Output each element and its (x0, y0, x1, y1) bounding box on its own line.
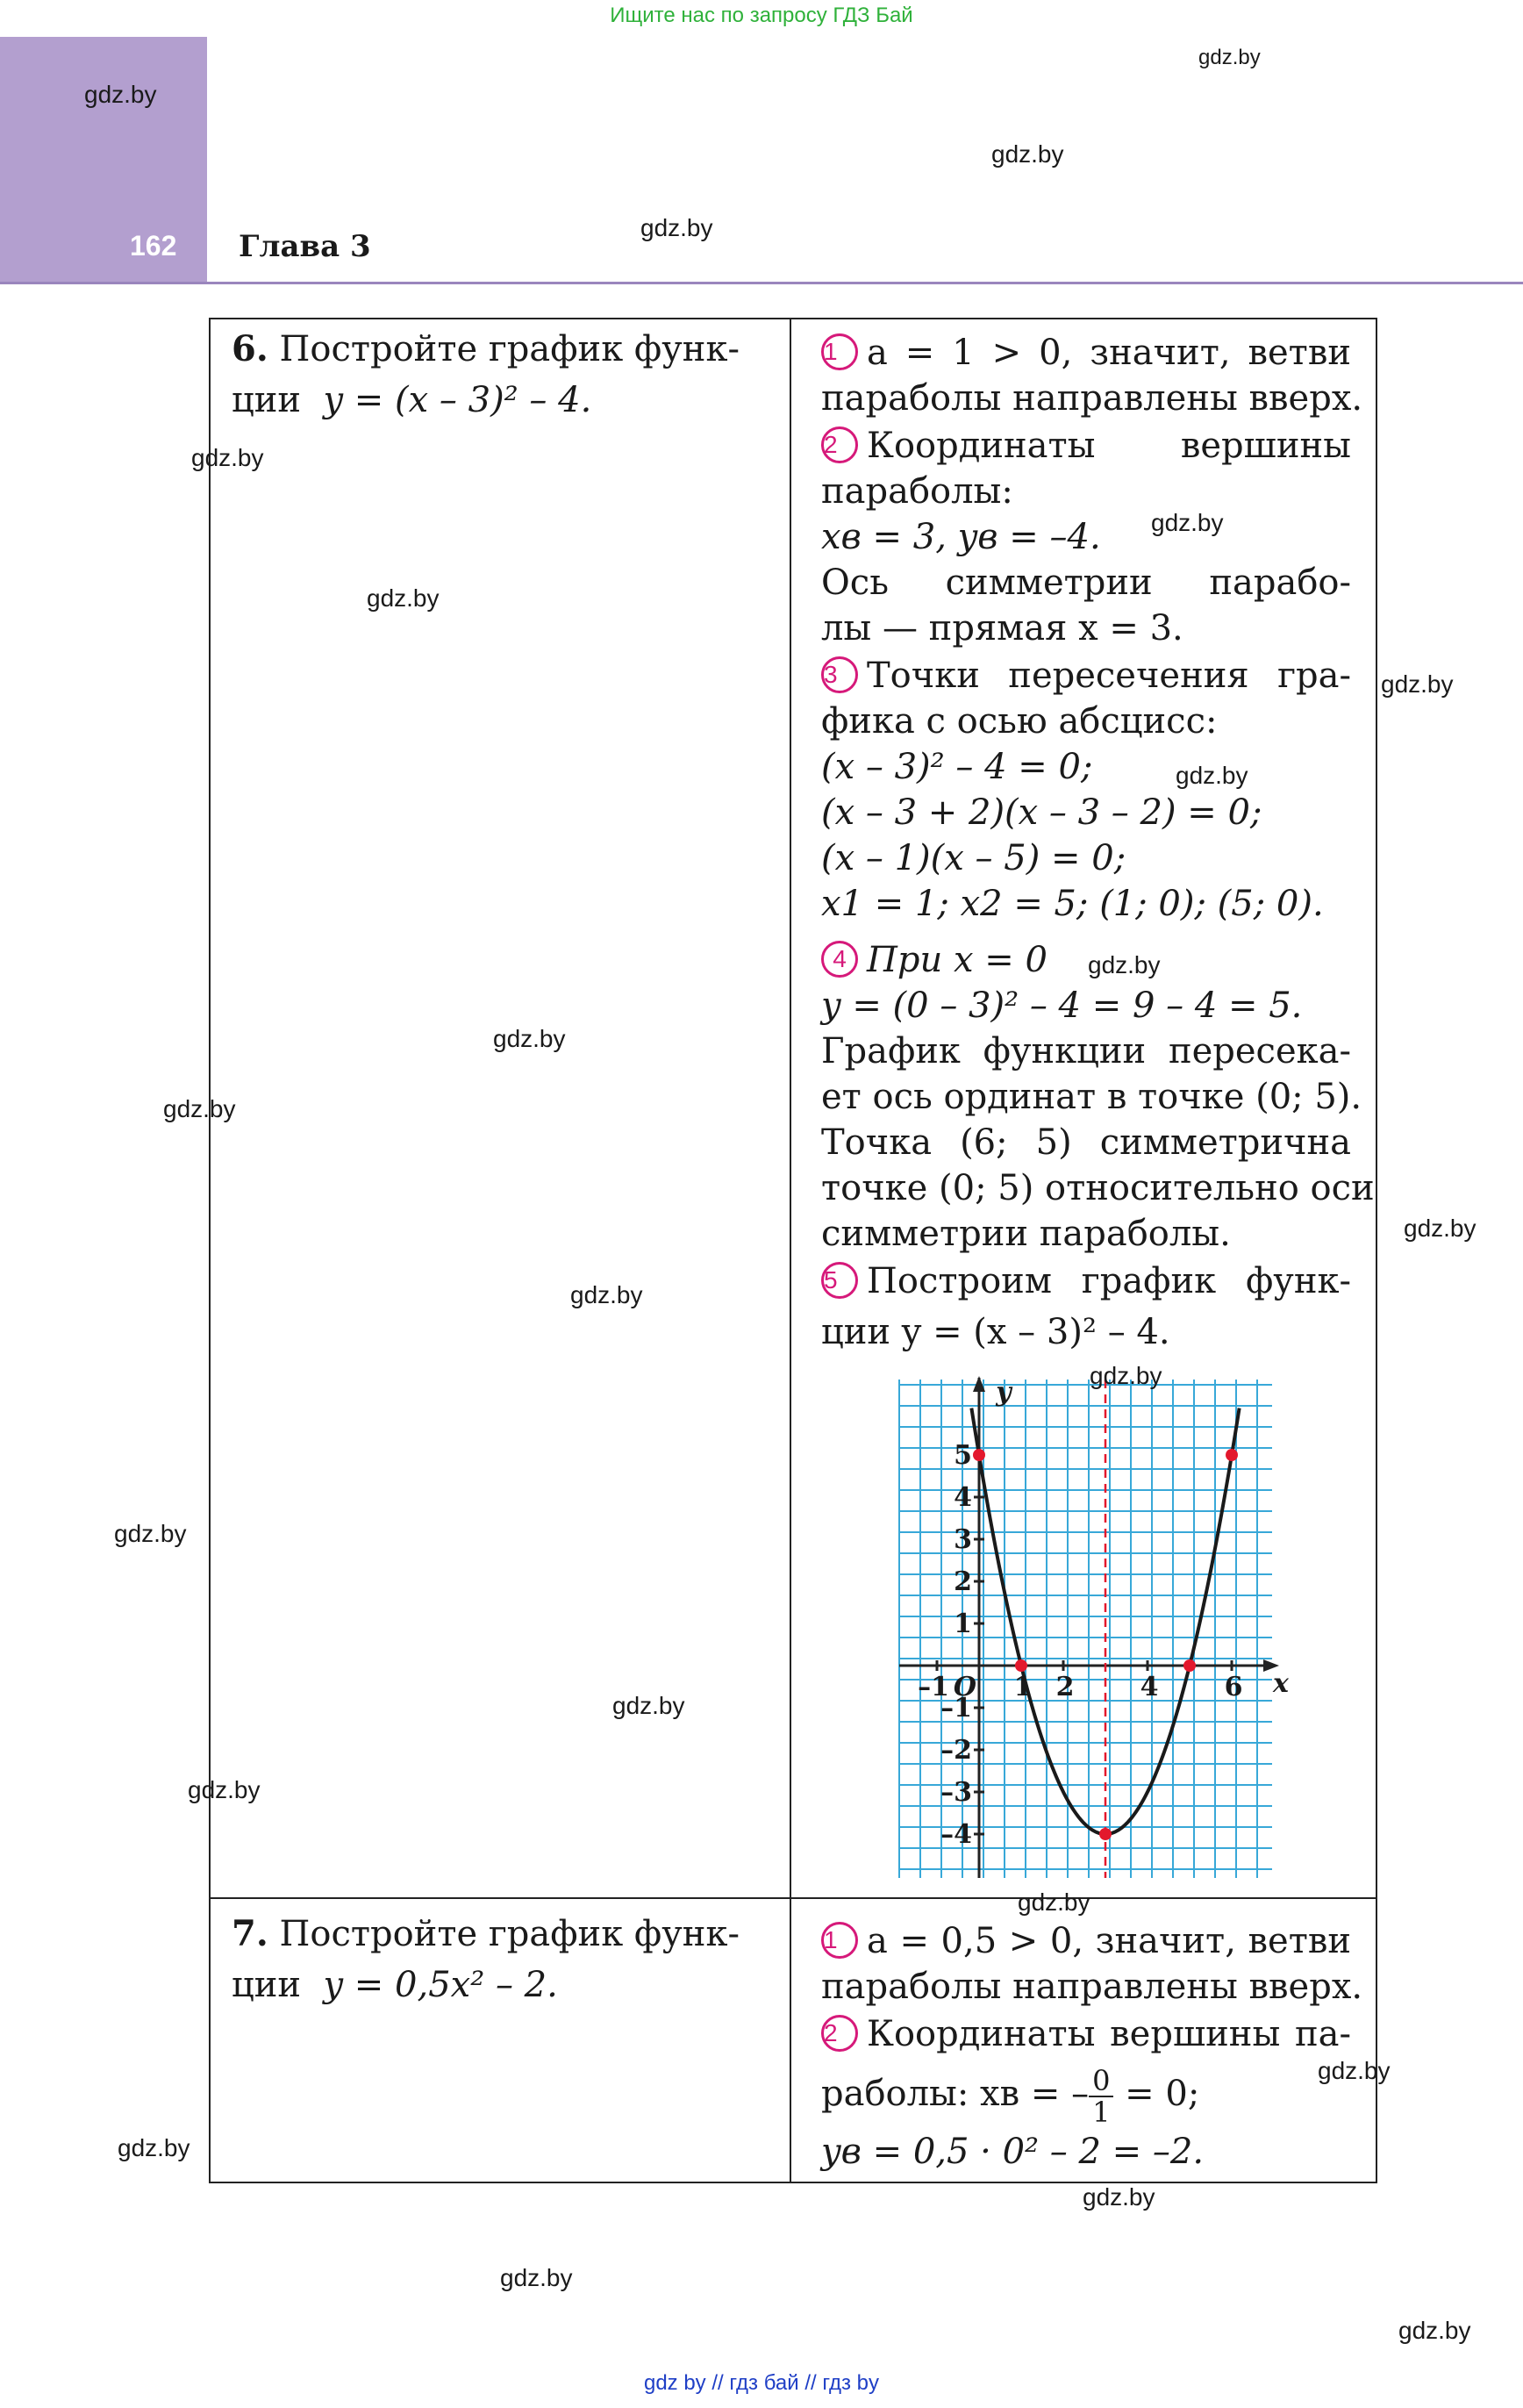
sol6-line-2: параболы направлены вверх. (821, 378, 1363, 419)
watermark[interactable]: gdz.by (1151, 509, 1224, 536)
sol6-line-3: 2 Координаты вершины (821, 423, 1351, 469)
watermark[interactable]: gdz.by (1318, 2057, 1391, 2084)
sol6-line-19: точке (0; 5) относительно оси (821, 1168, 1375, 1208)
task-7-number: 7. (232, 1913, 268, 1954)
fraction: $\frac{0}{1}$ (1089, 2066, 1113, 2127)
watermark[interactable]: gdz.by (367, 584, 440, 612)
watermark[interactable]: gdz.by (1381, 670, 1454, 698)
sol6-line-13: x1 = 1; x2 = 5; (1; 0); (5; 0). (821, 884, 1324, 924)
watermark[interactable]: gdz.by (1198, 46, 1261, 69)
watermark[interactable]: gdz.by (570, 1281, 643, 1308)
sol7-line-3: 2 Координаты вершины па- (821, 2011, 1351, 2057)
header-rule (0, 282, 1523, 284)
y-tick-label: –2 (940, 1735, 972, 1766)
x-tick-label: 4 (1140, 1672, 1159, 1702)
step-2-marker-7: 2 (821, 2015, 858, 2052)
sol6-line-4: параболы: (821, 471, 1013, 512)
y-tick-label: –4 (940, 1819, 972, 1850)
task-6-number: 6. (232, 328, 268, 369)
sol6-line-9: фика с осью абсцисс: (821, 701, 1218, 742)
task-7-formula: y = 0,5x² – 2. (323, 1965, 558, 2005)
sol6-line-18: Точка (6; 5) симметрична (821, 1122, 1351, 1163)
sol6-line-6: Ось симметрии парабо- (821, 563, 1351, 603)
step-2-marker: 2 (821, 426, 858, 463)
sol6-line-16: График функции пересека- (821, 1031, 1351, 1071)
key-point (973, 1449, 985, 1461)
step-4-marker: 4 (821, 941, 858, 978)
key-point (1099, 1828, 1112, 1840)
sol6-line-8: 3 Точки пересечения гра- (821, 653, 1351, 699)
task-6-formula: y = (x – 3)² – 4. (323, 380, 592, 420)
y-tick-label: –1 (940, 1693, 972, 1724)
sol6-line-17: ет ось ординат в точке (0; 5). (821, 1077, 1362, 1117)
x-tick-label: 1 (1013, 1672, 1033, 1702)
x-axis-label: x (1273, 1668, 1289, 1699)
task-6-line-1: 6. Постройте график функ- (232, 328, 740, 369)
watermark[interactable]: gdz.by (114, 1520, 187, 1547)
task-6-line-2: ции y = (x – 3)² – 4. (232, 380, 592, 420)
task-7-line-1: 7. Постройте график функ- (232, 1913, 740, 1954)
step-3-marker: 3 (821, 656, 858, 693)
watermark[interactable]: gdz.by (163, 1095, 236, 1122)
y-tick-label: 3 (954, 1524, 972, 1555)
watermark[interactable]: gdz.by (1083, 2183, 1155, 2211)
x-tick-label: 2 (1055, 1672, 1075, 1702)
sol7-line-2: параболы направлены вверх. (821, 1967, 1363, 2007)
key-point (1015, 1659, 1027, 1672)
sol7-line-4: раболы: xв = – $\frac{0}{1}$ = 0; (821, 2064, 1200, 2129)
watermark[interactable]: gdz.by (500, 2264, 573, 2291)
step-1-marker-7: 1 (821, 1922, 858, 1959)
watermark[interactable]: gdz.by (118, 2134, 190, 2161)
watermark[interactable]: gdz.by (84, 81, 157, 108)
watermark[interactable]: gdz.by (493, 1025, 566, 1052)
sol7-line-5: yв = 0,5 · 0² – 2 = –2. (821, 2132, 1205, 2172)
sol6-line-14: 4 При x = 0 (821, 937, 1048, 983)
x-tick-label: 6 (1224, 1672, 1243, 1702)
key-point (1226, 1449, 1238, 1461)
step-5-marker: 5 (821, 1262, 858, 1299)
footer-links[interactable]: gdz by // гдз бай // гдз by (643, 2371, 880, 2395)
y-tick-label: 4 (954, 1482, 972, 1513)
sol7-line-1: 1 a = 0,5 > 0, значит, ветви (821, 1918, 1351, 1964)
y-tick-label: 1 (954, 1609, 972, 1639)
sol6-line-20: симметрии параболы. (821, 1214, 1231, 1254)
sol6-line-1: 1 a = 1 > 0, значит, ветви (821, 330, 1351, 376)
x-tick-label: –1 (918, 1672, 949, 1702)
top-banner[interactable]: Ищите нас по запросу ГДЗ Бай (610, 4, 913, 27)
origin-label: O (953, 1672, 977, 1702)
watermark[interactable]: gdz.by (188, 1776, 261, 1803)
parabola-graph (895, 1376, 1289, 1885)
task-7-line-2: ции y = 0,5x² – 2. (232, 1965, 558, 2005)
step-1-marker: 1 (821, 333, 858, 370)
y-tick-label: 2 (954, 1566, 972, 1597)
watermark[interactable]: gdz.by (1404, 1215, 1477, 1242)
chapter-title: Глава 3 (239, 229, 371, 264)
watermark[interactable]: gdz.by (1176, 762, 1248, 789)
y-tick-label: –3 (940, 1777, 972, 1808)
sol6-line-12: (x – 1)(x – 5) = 0; (821, 838, 1126, 878)
sol6-line-5: xв = 3, yв = –4. (821, 517, 1101, 557)
watermark[interactable]: gdz.by (640, 214, 713, 241)
page-number: 162 (130, 230, 177, 262)
sol6-line-15: y = (0 – 3)² – 4 = 9 – 4 = 5. (821, 985, 1303, 1026)
watermark[interactable]: gdz.by (1090, 1362, 1162, 1389)
y-axis-label: y (996, 1377, 1012, 1408)
watermark[interactable]: gdz.by (991, 140, 1064, 168)
sol6-line-21: 5 Построим график функ- (821, 1258, 1351, 1304)
table-divider-horizontal (209, 1897, 1377, 1899)
watermark[interactable]: gdz.by (191, 444, 264, 471)
key-point (1183, 1659, 1196, 1672)
watermark[interactable]: gdz.by (1088, 951, 1161, 978)
watermark[interactable]: gdz.by (1398, 2317, 1471, 2344)
sol6-line-22: ции y = (x – 3)² – 4. (821, 1312, 1170, 1352)
sol6-line-7: лы — прямая x = 3. (821, 608, 1183, 649)
table-divider-vertical (790, 318, 791, 2183)
sol6-line-10: (x – 3)² – 4 = 0; (821, 747, 1093, 787)
watermark[interactable]: gdz.by (1018, 1888, 1090, 1916)
sol6-line-11: (x – 3 + 2)(x – 3 – 2) = 0; (821, 792, 1262, 833)
watermark[interactable]: gdz.by (612, 1692, 685, 1719)
y-tick-label: 5 (954, 1440, 972, 1471)
